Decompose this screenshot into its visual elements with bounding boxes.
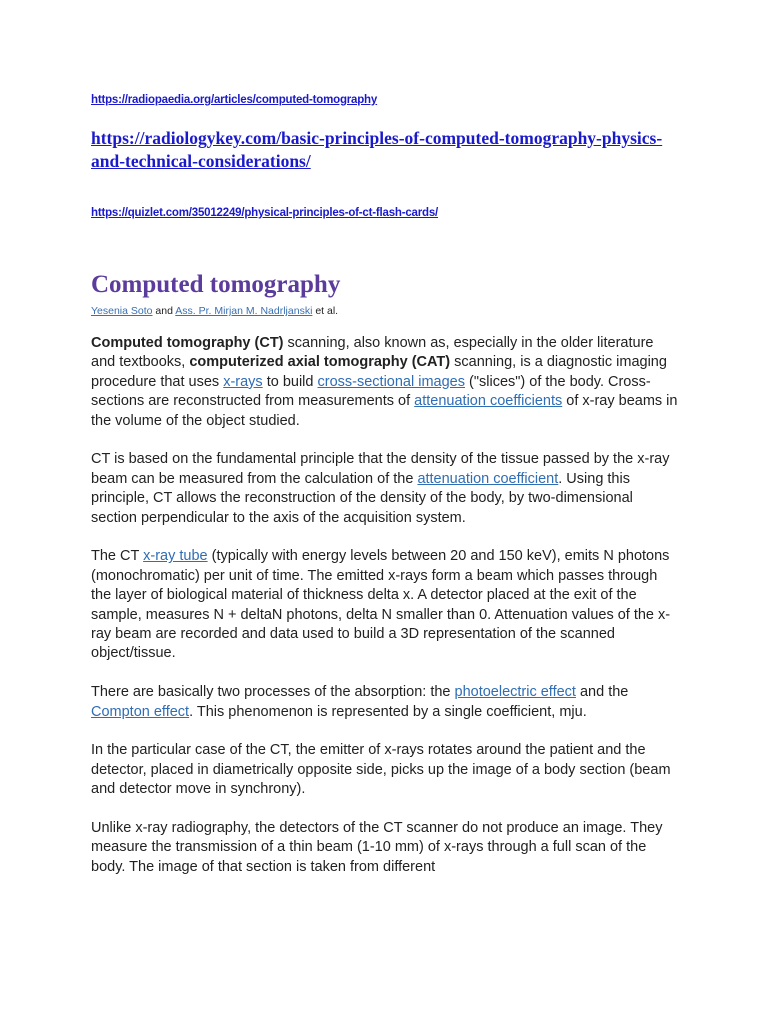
text: . Using this principle, CT allows the reconstruction of the density of the body, by two-dimensional section perpendicular to the axis of the acquisition system. [91, 470, 633, 526]
x-rays-link[interactable]: x-rays [223, 373, 263, 390]
text: to build [262, 373, 318, 390]
term-ct: Computed tomography (CT) [91, 335, 284, 351]
text: (typically with energy levels between 20 and 150 keV), emits N photons (monochromatic) per unit of time. The emitted x-rays form a beam which passes through the layer of biological material of thickness delta x. A detector placed at the exit of the sample, measures N + deltaN photons, delta N smaller than 0. Attenuation values of the x-ray beam are recorded and data used to build a 3D representation of the scanned object/tissue. [91, 548, 671, 662]
attenuation-coefficients-link[interactable]: attenuation coefficients [414, 393, 563, 410]
paragraph-rotation [91, 741, 681, 799]
authors-etal-text: et al. [312, 305, 339, 317]
text: of x-ray beams in the volume of the object studied. [91, 393, 678, 429]
photoelectric-effect-link[interactable]: photoelectric effect [454, 684, 576, 701]
text: . This phenomenon is represented by a single coefficient, mju. [189, 703, 587, 720]
text: scanning, is a diagnostic imaging procedure that uses [91, 354, 667, 390]
paragraph-intro [91, 334, 681, 431]
term-cat: computerized axial tomography (CAT) [189, 354, 451, 371]
paragraph-principle [91, 450, 681, 528]
text: CT is based on the fundamental principle that the density of the tissue passed by the x-ray beam can be measured from the calculation of the [91, 451, 670, 487]
article-title: Computed tomography [91, 271, 341, 298]
text: In the particular case of the CT, the emitter of x-rays rotates around the patient and the detector, placed in diametrically opposite side, picks up the image of a body section (beam and detector move in synchrony). [91, 742, 671, 798]
radiopaedia-link[interactable]: https://radiopaedia.org/articles/computed-tomography [91, 94, 378, 106]
attenuation-coefficient-link[interactable]: attenuation coefficient [417, 470, 559, 487]
text: and the [575, 684, 629, 701]
article-body [91, 334, 681, 897]
text: scanning, also known as, especially in the older literature and textbooks, [91, 335, 654, 371]
x-ray-tube-link[interactable]: x-ray tube [143, 548, 208, 565]
cross-sectional-images-link[interactable]: cross-sectional images [317, 373, 465, 390]
radiologykey-link[interactable]: https://radiologykey.com/basic-principles-of-computed-tomography-physics-and-technical-considerations/ [91, 128, 663, 171]
text: There are basically two processes of the absorption: the [91, 684, 455, 701]
author-link-2[interactable]: Ass. Pr. Mirjan M. Nadrljanski [175, 305, 313, 317]
text: ("slices") of the body. Cross-sections are reconstructed from measurements of [91, 373, 651, 410]
paragraph-detectors [91, 819, 681, 877]
quizlet-link[interactable]: https://quizlet.com/35012249/physical-principles-of-ct-flash-cards/ [91, 207, 439, 219]
author-link-1[interactable]: Yesenia Soto [91, 305, 153, 317]
compton-effect-link[interactable]: Compton effect [91, 703, 190, 720]
text: The CT [91, 548, 144, 565]
paragraph-x-ray-tube [91, 547, 681, 663]
authors-and-text: and [152, 305, 176, 317]
article-authors [91, 305, 338, 317]
text: Unlike x-ray radiography, the detectors of the CT scanner do not produce an image. They measure the transmission of a thin beam (1-10 mm) of x-rays through a full scan of the body. The image of that section is taken from different [91, 820, 663, 875]
paragraph-absorption [91, 683, 681, 722]
